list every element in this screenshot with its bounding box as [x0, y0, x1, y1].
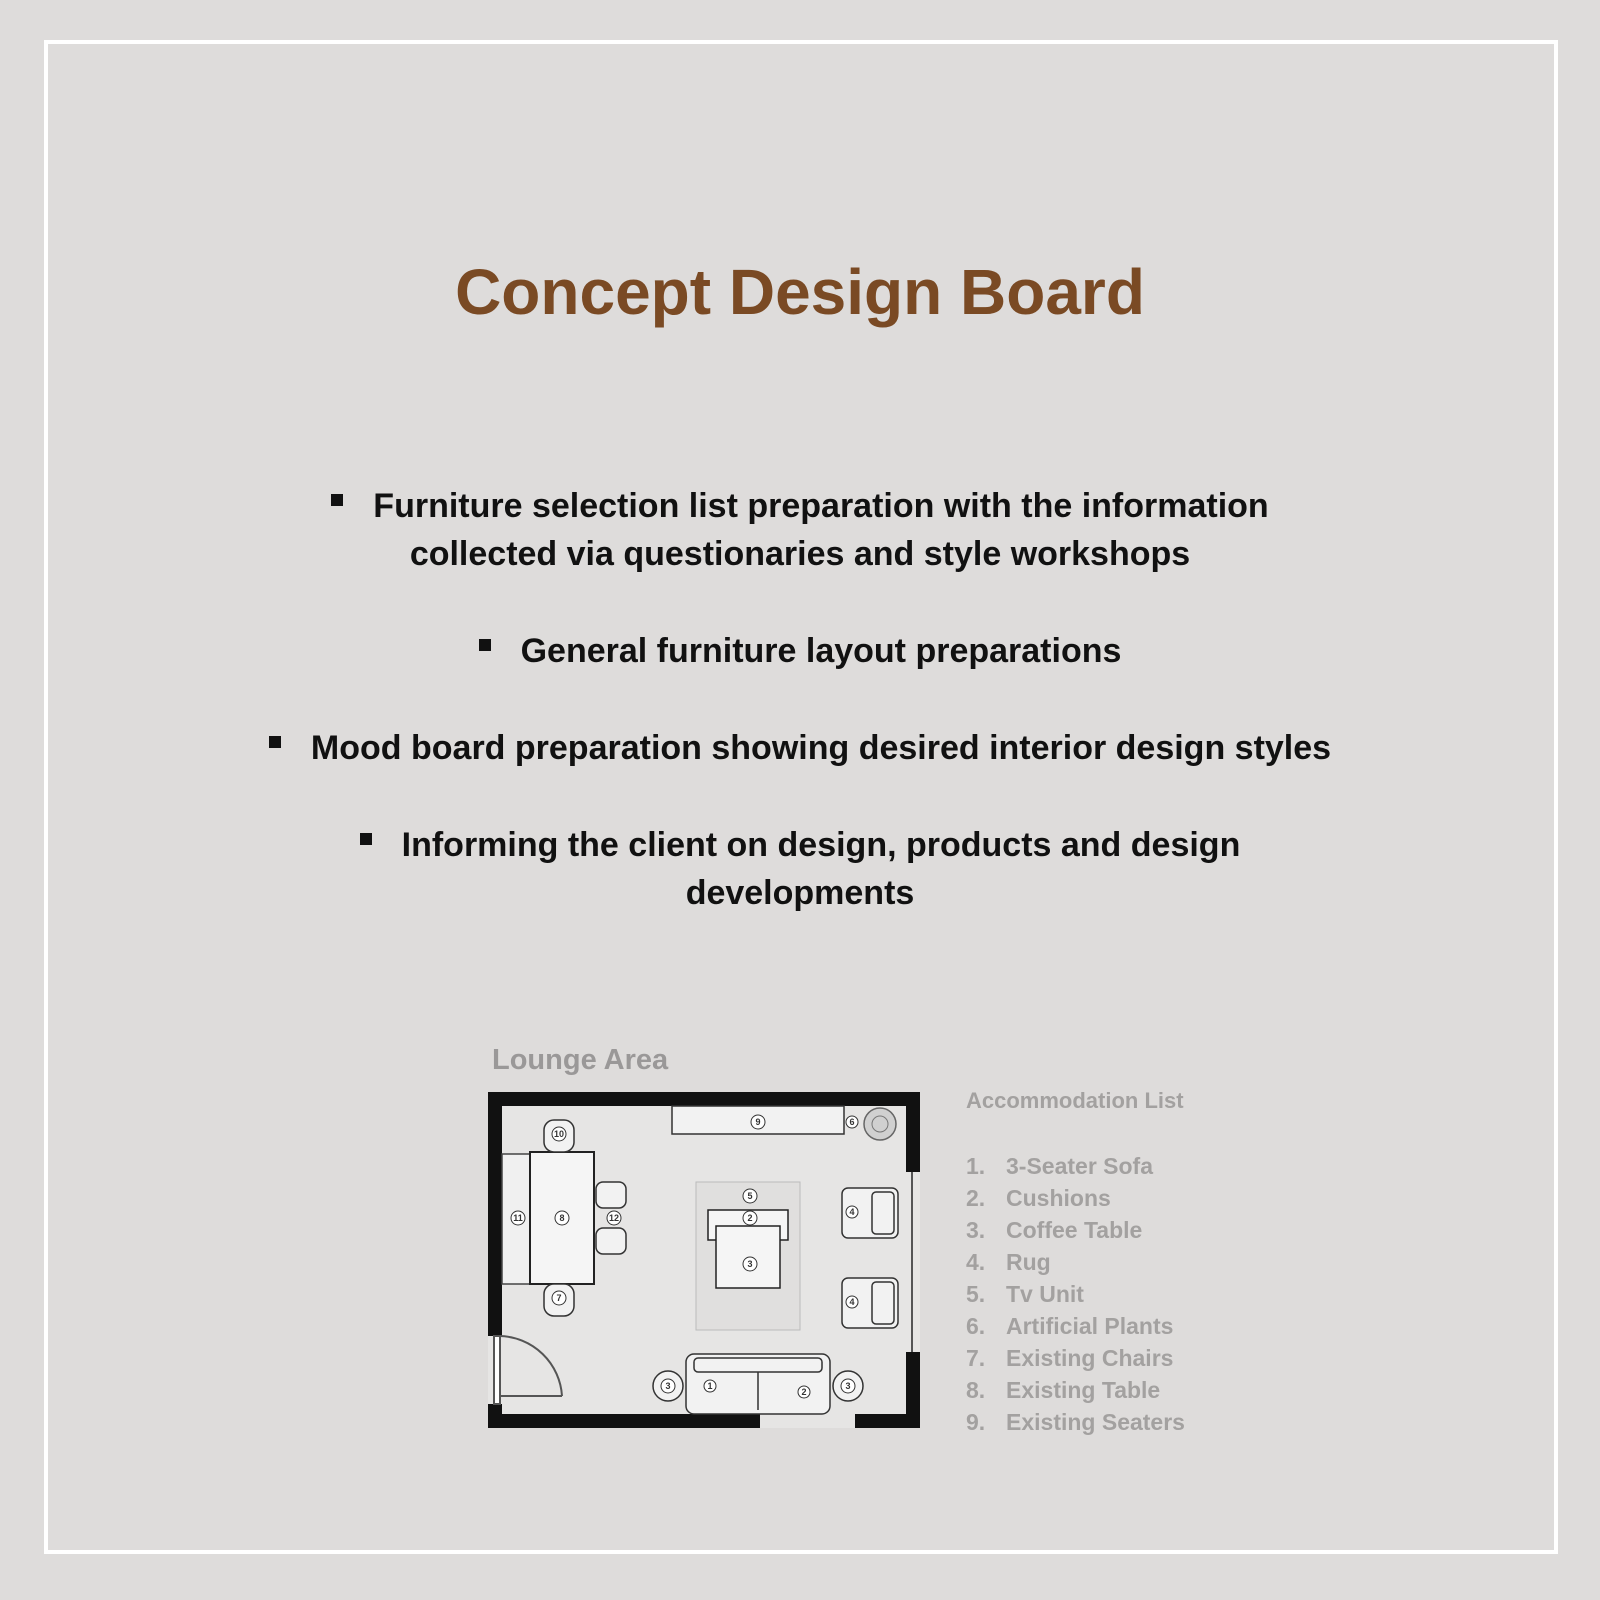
marker-9	[751, 1115, 765, 1129]
accommodation-list	[966, 1150, 1185, 1438]
marker-5	[743, 1189, 757, 1203]
list-item: 5. Tv Unit	[966, 1281, 1084, 1307]
list-item: 9. Existing Seaters	[966, 1409, 1185, 1435]
list-item: 7. Existing Chairs	[966, 1345, 1174, 1371]
bullet-text-continued: developments	[685, 874, 915, 912]
marker-7	[552, 1291, 566, 1305]
existing-seater	[596, 1228, 626, 1254]
bullet-square-icon	[360, 833, 372, 845]
bullet-text-continued: collected via questionaries and style workshops	[409, 535, 1191, 573]
bullet-informing-client	[0, 821, 1600, 917]
svg-text:1: 1	[707, 1381, 713, 1391]
list-item: 2. Cushions	[966, 1185, 1111, 1211]
bullet-furniture-selection	[0, 482, 1600, 578]
accommodation-list-title: Accommodation List	[966, 1088, 1184, 1113]
bullet-text: Mood board preparation showing desired interior design styles	[310, 729, 1332, 767]
bullet-mood-board	[0, 724, 1600, 772]
plant	[864, 1108, 896, 1140]
list-item: 8. Existing Table	[966, 1377, 1161, 1403]
bullet-square-icon	[269, 736, 281, 748]
marker-3-right	[841, 1379, 855, 1393]
svg-text:12: 12	[608, 1213, 620, 1223]
marker-4-bottom	[846, 1296, 858, 1308]
bullet-text: General furniture layout preparations	[520, 632, 1122, 670]
bullet-square-icon	[331, 494, 343, 506]
svg-text:3: 3	[747, 1259, 753, 1269]
page-title: Concept Design Board	[455, 256, 1145, 328]
svg-text:3: 3	[845, 1381, 851, 1391]
bullet-text: Informing the client on design, products and design	[401, 826, 1241, 864]
lounge-floor-plan	[488, 1092, 928, 1436]
bullet-square-icon	[479, 639, 491, 651]
svg-text:6: 6	[849, 1117, 855, 1127]
marker-2	[743, 1211, 757, 1225]
svg-text:4: 4	[849, 1207, 855, 1217]
svg-text:5: 5	[747, 1191, 753, 1201]
marker-12	[607, 1211, 621, 1225]
list-item: 3. Coffee Table	[966, 1217, 1143, 1243]
svg-text:7: 7	[556, 1293, 562, 1303]
bullet-text: Furniture selection list preparation with the information	[373, 487, 1269, 525]
existing-seater	[596, 1182, 626, 1208]
list-item: 6. Artificial Plants	[966, 1313, 1174, 1339]
list-item: 4. Rug	[966, 1249, 1051, 1275]
marker-4-top	[846, 1206, 858, 1218]
svg-text:2: 2	[747, 1213, 753, 1223]
floor-plan-title: Lounge Area	[492, 1044, 669, 1076]
list-item: 1. 3-Seater Sofa	[966, 1153, 1154, 1179]
svg-text:11: 11	[513, 1213, 523, 1223]
marker-2-sofa	[798, 1386, 810, 1398]
svg-text:9: 9	[755, 1117, 761, 1127]
marker-3-left	[661, 1379, 675, 1393]
svg-text:8: 8	[559, 1213, 565, 1223]
svg-text:10: 10	[553, 1129, 565, 1139]
marker-10	[552, 1127, 566, 1141]
marker-3	[743, 1257, 757, 1271]
svg-text:2: 2	[801, 1387, 807, 1397]
marker-1	[704, 1380, 716, 1392]
bullet-layout	[0, 627, 1600, 675]
svg-text:4: 4	[849, 1297, 855, 1307]
marker-8	[555, 1211, 569, 1225]
svg-text:3: 3	[665, 1381, 671, 1391]
marker-11	[511, 1211, 525, 1225]
marker-6	[846, 1116, 858, 1128]
